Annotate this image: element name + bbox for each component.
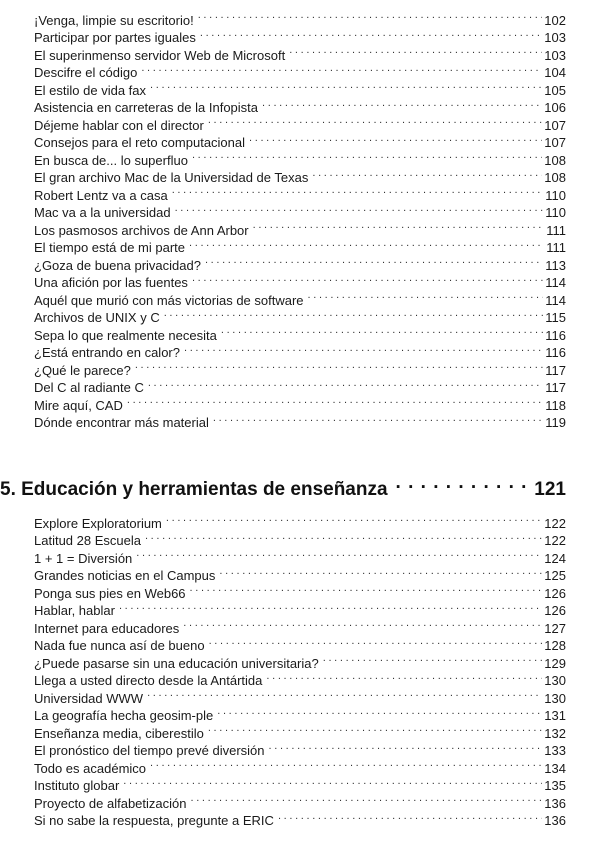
toc-dot-leader [190, 790, 542, 808]
toc-entry-page-number: 122 [544, 515, 566, 531]
toc-entry-page-number: 131 [544, 708, 566, 723]
toc-entry [34, 510, 566, 531]
toc-entry-page-number: 107 [544, 135, 566, 150]
toc-dot-leader [147, 685, 542, 703]
toc-entry-title: Si no sabe la respuesta, pregunte a ERIC [34, 813, 274, 828]
chapter-page-number: 121 [534, 479, 566, 500]
toc-dot-leader [308, 287, 544, 305]
toc-entry-page-number: 103 [544, 47, 566, 63]
toc-dot-leader [184, 340, 543, 358]
toc-dot-leader [213, 410, 543, 428]
toc-entry-page-number: 135 [544, 778, 566, 793]
toc-dot-leader [208, 112, 542, 130]
toc-entry-title: ¿Goza de buena privacidad? [34, 257, 201, 273]
toc-entry-page-number: 102 [544, 12, 566, 28]
chapter-title: 5. Educación y herramientas de enseñanza [0, 479, 388, 500]
toc-dot-leader [249, 130, 542, 148]
toc-dot-leader [312, 165, 542, 183]
toc-entry-title: Internet para educadores [34, 620, 180, 636]
toc-entry-page-number: 126 [544, 603, 566, 618]
toc-entry-title: Del C al radiante C [34, 380, 144, 395]
toc-entry-title: Archivos de UNIX y C [34, 310, 160, 325]
toc-entry-page-number: 118 [545, 397, 566, 413]
toc-entry-page-number: 117 [545, 380, 566, 395]
toc-entry-page-number: 117 [545, 362, 566, 378]
toc-entry-title: ¡Venga, limpie su escritorio! [34, 12, 194, 28]
toc-dot-leader [200, 25, 542, 43]
toc-entry-title: Aquél que murió con más victorias de software [34, 292, 304, 308]
toc-entry-title: Llega a usted directo desde la Antártida [34, 673, 263, 688]
toc-entry-page-number: 106 [544, 100, 566, 115]
toc-entry [34, 7, 566, 28]
toc-dot-leader [209, 633, 543, 651]
toc-entry-page-number: 132 [544, 725, 566, 741]
toc-dot-leader [289, 42, 542, 60]
toc-entry-title: Participar por partes iguales [34, 30, 196, 45]
toc-entry-title: Déjeme hablar con el director [34, 117, 204, 133]
toc-entry-title: La geografía hecha geosim-ple [34, 708, 214, 723]
toc-entry-page-number: 113 [545, 257, 566, 273]
toc-dot-leader [221, 322, 543, 340]
toc-entry-page-number: 105 [544, 82, 566, 98]
toc-entry-page-number: 130 [544, 673, 566, 688]
toc-entry-title: Robert Lentz va a casa [34, 187, 168, 203]
toc-dot-leader [198, 7, 543, 25]
toc-entry-page-number: 108 [544, 152, 566, 168]
toc-entry-title: El superinmenso servidor Web de Microsoft [34, 47, 286, 63]
toc-entry-title: Nada fue nunca así de bueno [34, 638, 205, 653]
toc-entry-page-number: 114 [545, 292, 566, 308]
toc-list-chapter-5 [34, 510, 566, 828]
toc-entry-title: Todo es académico [34, 760, 147, 776]
toc-entry-title: Ponga sus pies en Web66 [34, 585, 186, 601]
toc-dot-leader [208, 720, 542, 738]
toc-entry-page-number: 108 [544, 170, 566, 185]
toc-entry-title: El pronóstico del tiempo prevé diversión [34, 743, 265, 758]
toc-entry-page-number: 104 [544, 65, 566, 80]
toc-dot-leader [123, 773, 542, 791]
toc-dot-leader [219, 563, 542, 581]
toc-entry-page-number: 127 [544, 620, 566, 636]
toc-entry-page-number: 111 [546, 222, 566, 238]
toc-dot-leader [217, 703, 542, 721]
toc-entry-title: ¿Puede pasarse sin una educación universitaria? [34, 655, 319, 671]
toc-entry-title: Asistencia en carreteras de la Infopista [34, 100, 259, 115]
toc-entry-title: Latitud 28 Escuela [34, 533, 141, 548]
toc-dot-leader [145, 528, 542, 546]
toc-entry-page-number: 110 [545, 205, 566, 220]
toc-entry-title: En busca de... lo superfluo [34, 152, 188, 168]
toc-dot-leader [189, 235, 544, 253]
toc-dot-leader [150, 755, 542, 773]
toc-entry-title: Mire aquí, CAD [34, 397, 123, 413]
toc-dot-leader [148, 375, 543, 393]
toc-entry-page-number: 116 [545, 345, 566, 360]
toc-entry-title: Una afición por las fuentes [34, 275, 188, 290]
toc-entry-title: Proyecto de alfabetización [34, 795, 187, 811]
toc-dot-leader [150, 77, 542, 95]
toc-entry-title: Mac va a la universidad [34, 205, 171, 220]
toc-entry-page-number: 122 [544, 533, 566, 548]
toc-dot-leader [175, 200, 544, 218]
toc-dot-leader [172, 182, 544, 200]
toc-entry-title: ¿Qué le parece? [34, 362, 131, 378]
toc-dot-leader [262, 95, 542, 113]
toc-entry-title: El estilo de vida fax [34, 82, 147, 98]
toc-entry-title: Universidad WWW [34, 690, 144, 706]
toc-entry-page-number: 124 [544, 550, 566, 566]
toc-entry-title: Sepa lo que realmente necesita [34, 327, 217, 343]
toc-entry-page-number: 107 [544, 117, 566, 133]
toc-entry-title: Explore Exploratorium [34, 515, 162, 531]
toc-entry-title: Instituto globar [34, 778, 120, 793]
toc-entry-title: ¿Está entrando en calor? [34, 345, 180, 360]
toc-dot-leader [278, 808, 542, 826]
toc-entry-page-number: 103 [544, 30, 566, 45]
toc-dot-leader [119, 598, 542, 616]
toc-entry-title: Los pasmosos archivos de Ann Arbor [34, 222, 249, 238]
toc-dot-leader [323, 650, 543, 668]
toc-entry-title: Grandes noticias en el Campus [34, 568, 216, 583]
toc-dot-leader [192, 147, 542, 165]
toc-entry-page-number: 133 [544, 743, 566, 758]
toc-dot-leader [205, 252, 543, 270]
toc-dot-leader [253, 217, 545, 235]
toc-entry-page-number: 114 [545, 275, 566, 290]
toc-entry-page-number: 116 [545, 327, 566, 343]
toc-entry-page-number: 129 [544, 655, 566, 671]
toc-entry-page-number: 136 [544, 813, 566, 828]
toc-entry-page-number: 134 [544, 760, 566, 776]
toc-entry-page-number: 125 [544, 568, 566, 583]
toc-entry-page-number: 119 [545, 415, 566, 430]
toc-entry-title: Consejos para el reto computacional [34, 135, 246, 150]
chapter-dot-leader [396, 471, 533, 495]
toc-entry-title: El gran archivo Mac de la Universidad de Texas [34, 170, 309, 185]
toc-entry-title: El tiempo está de mi parte [34, 240, 186, 255]
toc-entry-title: 1 + 1 = Diversión [34, 550, 133, 566]
toc-entry-title: Descifre el código [34, 65, 138, 80]
toc-dot-leader [192, 270, 543, 288]
toc-dot-leader [183, 615, 542, 633]
toc-entry-page-number: 130 [544, 690, 566, 706]
toc-dot-leader [266, 668, 542, 686]
toc-dot-leader [164, 305, 544, 323]
toc-dot-leader [127, 392, 543, 410]
toc-entry-page-number: 111 [546, 240, 566, 255]
toc-dot-leader [190, 580, 543, 598]
toc-entry-page-number: 126 [544, 585, 566, 601]
toc-entry-page-number: 128 [544, 638, 566, 653]
toc-entry-page-number: 115 [545, 310, 566, 325]
toc-entry-title: Dónde encontrar más material [34, 415, 209, 430]
toc-list-chapter-4-continued [34, 7, 566, 430]
toc-entry-title: Hablar, hablar [34, 603, 115, 618]
toc-dot-leader [141, 60, 542, 78]
toc-entry-page-number: 110 [545, 187, 566, 203]
toc-entry-page-number: 136 [544, 795, 566, 811]
toc-dot-leader [135, 357, 543, 375]
toc-dot-leader [269, 738, 543, 756]
toc-dot-leader [136, 545, 542, 563]
toc-entry-title: Enseñanza media, ciberestilo [34, 725, 204, 741]
toc-dot-leader [166, 510, 542, 528]
chapter-heading [0, 471, 566, 502]
